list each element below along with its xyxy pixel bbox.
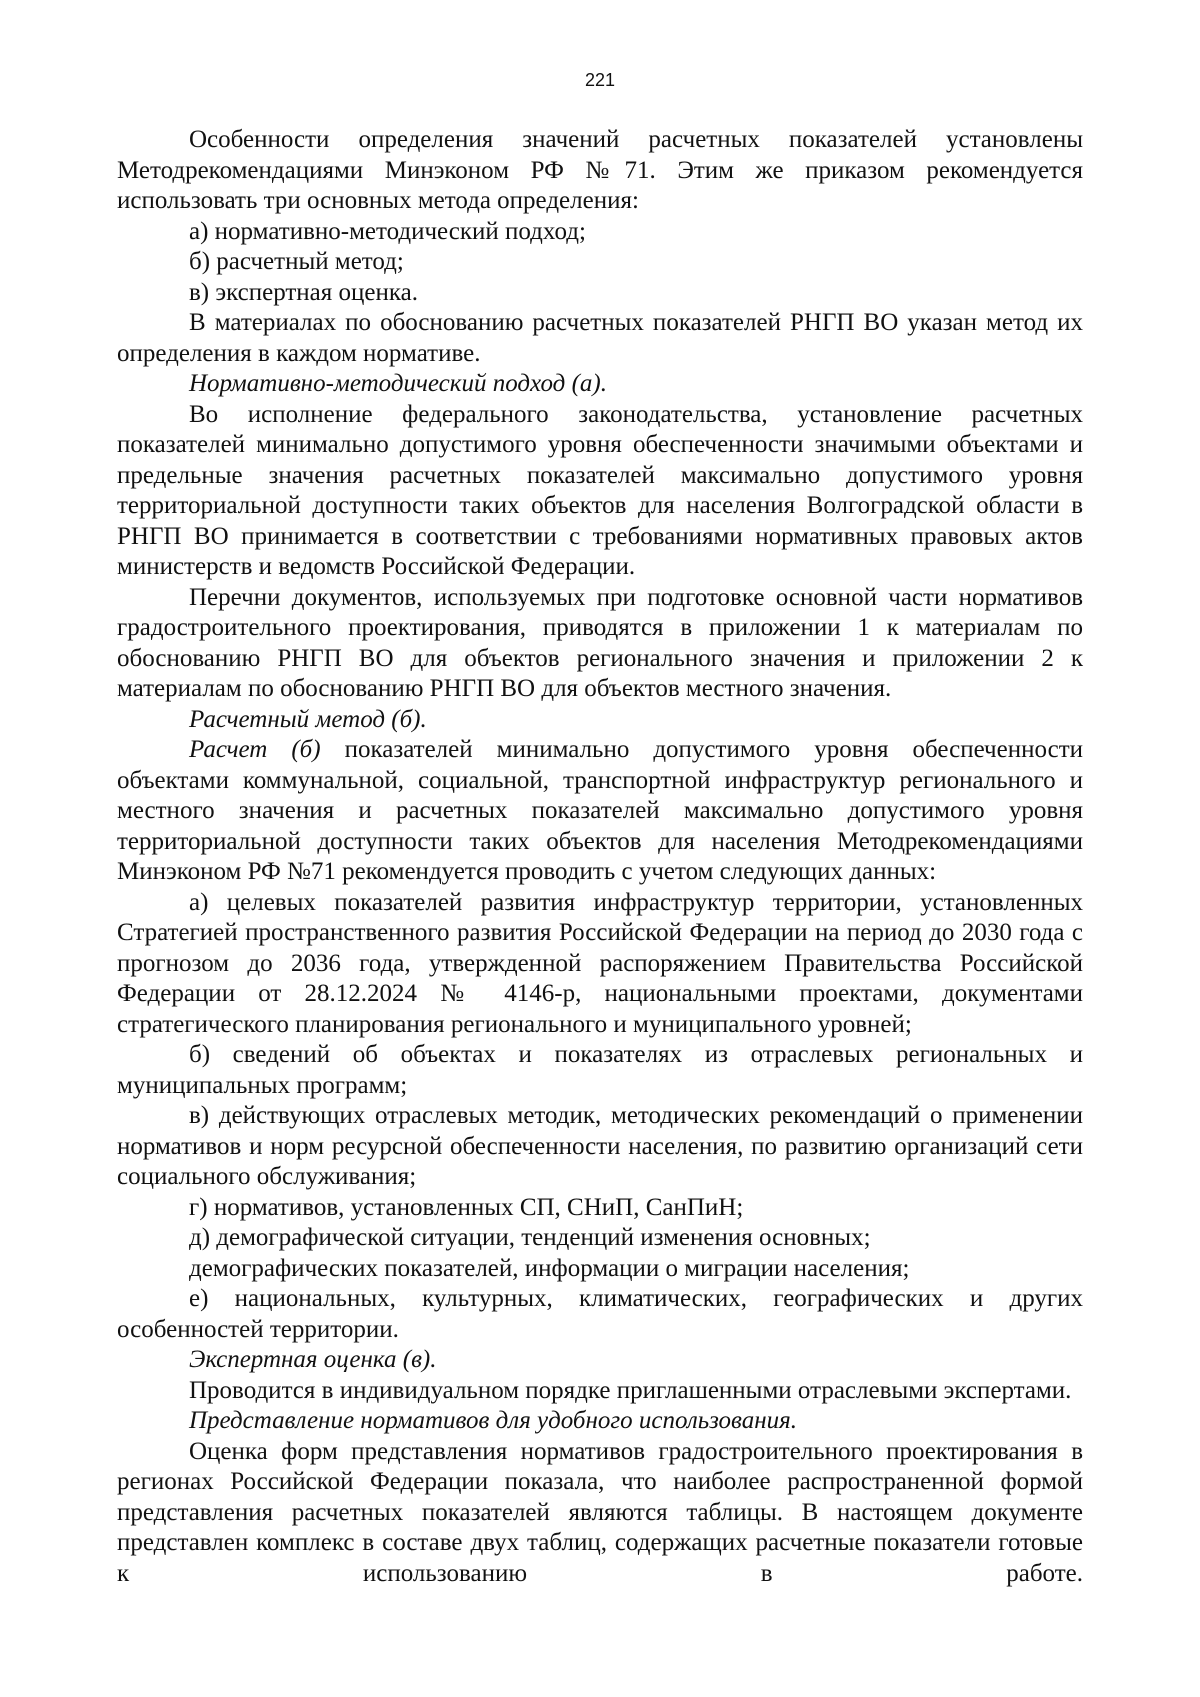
- list-item-data-c: в) действующих отраслевых методик, методических рекомендаций о применении нормативов и норм ресурсной обеспеченности населения, по развитию организаций сети социального обслуживания;: [117, 1102, 1083, 1190]
- paragraph-document-lists: Перечни документов, используемых при подготовке основной части нормативов градостроительного проектирования, приводятся в приложении 1 к материалам по обоснованию РНГП ВО для объектов регионального значения и приложении 2 к материалам по обоснованию РНГП ВО для объектов местного значения.: [117, 583, 1083, 702]
- paragraph-calculation: [117, 735, 1083, 888]
- paragraph-expert: Проводится в индивидуальном порядке приглашенными отраслевыми экспертами.: [189, 1376, 1072, 1404]
- list-item-data-b: б) сведений об объектах и показателях из отраслевых региональных и муниципальных программ;: [117, 1041, 1083, 1099]
- paragraph-presentation: Оценка форм представления нормативов градостроительного проектирования в регионах Российской Федерации показала, что наиболее распространенной формой представления расчетных показателей являются таблицы. В настоящем документе представлен комплекс в составе двух таблиц, содержащих расчетные показатели готовые к использованию в работе.: [117, 1437, 1083, 1587]
- subheading-normative-approach: Нормативно-методический подход (а).: [189, 370, 607, 397]
- list-item-data-e-continued: демографических показателей, информации о миграции населения;: [189, 1254, 910, 1282]
- subheading-expert-assessment: Экспертная оценка (в).: [189, 1346, 437, 1373]
- document-body: [117, 125, 1083, 1589]
- list-item-data-e: д) демографической ситуации, тенденций изменения основных;: [189, 1224, 871, 1251]
- paragraph-intro: Особенности определения значений расчетных показателей установлены Методрекомендациями Минэконом РФ №71. Этим же приказом рекомендуется использовать три основных метода определения:: [117, 126, 1083, 214]
- page-number: 221: [584, 70, 616, 90]
- subheading-calculation-method: Расчетный метод (б).: [189, 705, 427, 733]
- subheading-presentation: Представление нормативов для удобного использования.: [189, 1407, 798, 1434]
- paragraph-federal-law: Во исполнение федерального законодательства, установление расчетных показателей минимально допустимого уровня обеспеченности значимыми объектами и предельные значения расчетных показателей максимально допустимого уровня территориальной доступности таких объектов для населения Волгоградской области в РНГП ВО принимается в соответствии с требованиями нормативных правовых актов министерств и ведомств Российской Федерации.: [117, 400, 1083, 580]
- calculation-lead: Расчет (б): [189, 736, 321, 763]
- list-item-method-c: в) экспертная оценка.: [189, 278, 418, 306]
- list-item-method-b: б) расчетный метод;: [189, 248, 404, 275]
- calculation-text: показателей минимально допустимого уровня обеспеченности объектами коммунальной, социальной, транспортной инфраструктур регионального и местного значения и расчетных показателей максимально допустимого уровня территориальной доступности таких объектов для населения Методрекомендациями Минэконом РФ №71 рекомендуется проводить с учетом следующих данных:: [117, 736, 1084, 885]
- list-item-data-d: г) нормативов, установленных СП, СНиП, СанПиН;: [189, 1193, 744, 1221]
- list-item-method-a: а) нормативно-методический подход;: [189, 217, 586, 245]
- list-item-data-a: а) целевых показателей развития инфраструктур территории, установленных Стратегией пространственного развития Российской Федерации на период до 2030 года с прогнозом до 2036 года, утвержденной распоряжением Правительства Российской Федерации от 28.12.2024 № 4146-р, национальными проектами, документами стратегического планирования регионального и муниципального уровней;: [117, 888, 1083, 1038]
- paragraph-materials: В материалах по обоснованию расчетных показателей РНГП ВО указан метод их определения в каждом нормативе.: [117, 309, 1083, 367]
- list-item-data-f: е) национальных, культурных, климатических, географических и других особенностей территории.: [117, 1285, 1083, 1343]
